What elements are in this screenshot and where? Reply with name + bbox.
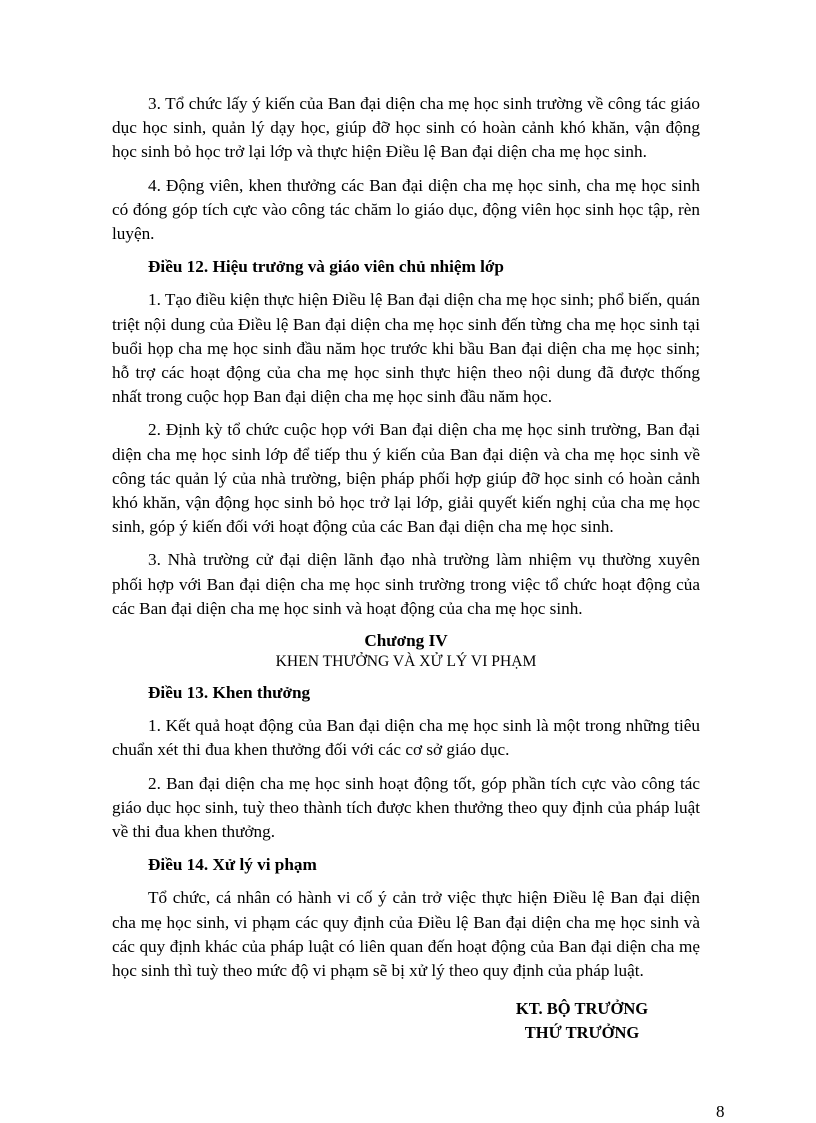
paragraph-clause-4: 4. Động viên, khen thưởng các Ban đại diện cha mẹ học sinh, cha mẹ học sinh có đóng góp tích cực vào công tác chăm lo giáo dục, động viên học sinh học tập, rèn luyện.: [112, 175, 700, 244]
chapter-title: Chương IV: [364, 631, 448, 651]
article-13-heading: Điều 13. Khen thưởng: [148, 683, 311, 703]
signature-position: THỨ TRƯỞNG: [524, 1023, 640, 1042]
article-12-clause-2: 2. Định kỳ tổ chức cuộc họp với Ban đại diện cha mẹ học sinh trường, Ban đại diện cha mẹ học sinh lớp để tiếp thu ý kiến của Ban đại diện và cha mẹ học sinh về công tác quản lý của nhà trường, biện pháp phối hợp giúp đỡ học sinh có hoàn cảnh khó khăn, vận động học sinh bỏ học trở lại lớp, giải quyết kiến nghị của cha mẹ học sinh, góp ý kiến đối với hoạt động của các Ban đại diện cha mẹ học sinh.: [112, 420, 700, 537]
signature-title: KT. BỘ TRƯỞNG: [515, 999, 649, 1018]
article-14-text: Tổ chức, cá nhân có hành vi cố ý cản trở việc thực hiện Điều lệ Ban đại diện cha mẹ học sinh, vi phạm các quy định của Điều lệ Ban đại diện cha mẹ học sinh và các quy định khác của pháp luật có liên quan đến hoạt động của Ban đại diện cha mẹ học sinh thì tuỳ theo mức độ vi phạm sẽ bị xử lý theo quy định của pháp luật.: [112, 888, 700, 981]
paragraph-clause-3: 3. Tổ chức lấy ý kiến của Ban đại diện cha mẹ học sinh trường về công tác giáo dục học sinh, quản lý dạy học, giúp đỡ học sinh có hoàn cảnh khó khăn, vận động học sinh bỏ học trở lại lớp và thực hiện Điều lệ Ban đại diện cha mẹ học sinh.: [112, 94, 700, 162]
article-14-heading: Điều 14. Xử lý vi phạm: [148, 855, 317, 875]
page-number: 8: [716, 1102, 725, 1121]
article-12-clause-1: 1. Tạo điều kiện thực hiện Điều lệ Ban đại diện cha mẹ học sinh; phổ biến, quán triệt nội dung của Điều lệ Ban đại diện cha mẹ học sinh đến từng cha mẹ học sinh tại buổi họp cha mẹ học sinh đầu năm học trước khi bầu Ban đại diện cha mẹ học sinh; hỗ trợ các hoạt động của cha mẹ học sinh thực hiện theo nội dung đã được thống nhất trong cuộc họp Ban đại diện cha mẹ học sinh đầu năm học.: [112, 290, 700, 407]
article-12-heading: Điều 12. Hiệu trưởng và giáo viên chủ nhiệm lớp: [148, 257, 504, 277]
document-body: [112, 92, 700, 992]
signature-block: [482, 997, 682, 1045]
chapter-subtitle: KHEN THƯỞNG VÀ XỬ LÝ VI PHẠM: [275, 653, 537, 671]
article-12-clause-3: 3. Nhà trường cử đại diện lãnh đạo nhà trường làm nhiệm vụ thường xuyên phối hợp với Ban đại diện cha mẹ học sinh trường trong việc tổ chức hoạt động của các Ban đại diện cha mẹ học sinh và hoạt động của cha mẹ học sinh.: [112, 550, 700, 618]
article-13-clause-1: 1. Kết quả hoạt động của Ban đại diện cha mẹ học sinh là một trong những tiêu chuẩn xét thi đua khen thưởng đối với các cơ sở giáo dục.: [112, 716, 700, 760]
article-13-clause-2: 2. Ban đại diện cha mẹ học sinh hoạt động tốt, góp phần tích cực vào công tác giáo dục học sinh, tuỳ theo thành tích được khen thưởng theo quy định của pháp luật về thi đua khen thưởng.: [112, 773, 700, 842]
